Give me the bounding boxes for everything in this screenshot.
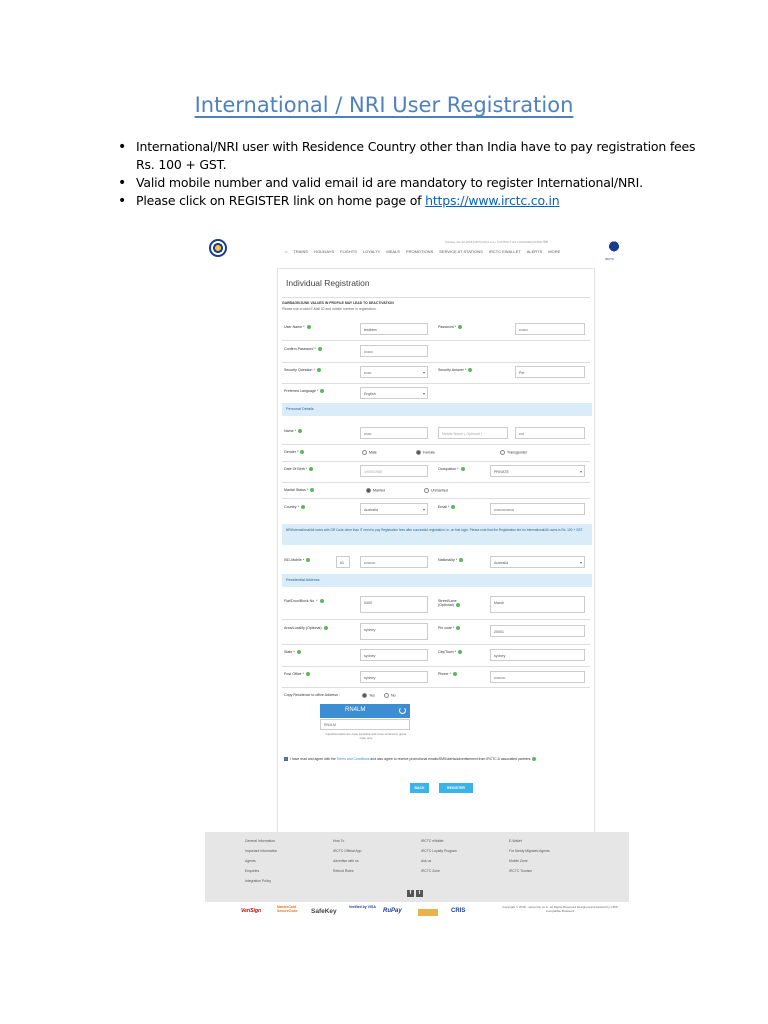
street-input[interactable]: Marsh — [490, 596, 585, 613]
register-button[interactable]: REGISTER — [439, 783, 473, 793]
gender-female-radio[interactable]: Female — [416, 450, 435, 455]
terms-agreement: I have read and agree with the Terms and Conditions and also agree to receive promotional emails/SMS/alerts/advertisement from IRCTC & associated partners — [284, 757, 584, 762]
captcha-text: RN4LM — [345, 707, 366, 713]
divider — [282, 444, 590, 445]
nav-item[interactable]: MORE — [548, 249, 561, 254]
nav-item[interactable]: ALERTS — [526, 249, 543, 254]
copy-no-radio[interactable]: No — [384, 693, 396, 698]
indian-railways-logo — [209, 239, 227, 257]
state-label: State * — [284, 650, 301, 654]
embedded-screenshot — [205, 232, 629, 925]
security-question-select[interactable]: •••••• ▾ — [360, 366, 428, 378]
state-input[interactable]: sydney — [360, 649, 428, 661]
email-input[interactable]: •••••••••••••••• — [490, 503, 585, 515]
check-icon — [459, 558, 463, 562]
verisign-logo: VeriSign — [241, 908, 262, 914]
nav-item[interactable]: IRCTC EWALLET — [488, 249, 521, 254]
language-select[interactable]: English ▾ — [360, 387, 428, 399]
footer-link[interactable]: Ask us — [421, 859, 432, 863]
nav-item[interactable]: FLIGHTS — [340, 249, 357, 254]
nav-item[interactable]: PROMOTIONS — [405, 249, 434, 254]
check-icon — [532, 757, 536, 761]
pin-code-input[interactable]: 20001 — [490, 625, 585, 637]
captcha-image — [320, 704, 410, 718]
home-icon[interactable]: ⌂ — [285, 249, 288, 254]
irctc-logo-label: IRCTC — [605, 257, 615, 261]
payment-badge-logo — [418, 909, 438, 916]
divider — [282, 362, 590, 363]
married-radio[interactable]: Married — [366, 488, 385, 493]
nationality-select[interactable]: Australia ▾ — [490, 556, 585, 568]
area-label: Area/Locality (Optional) — [284, 626, 328, 630]
dob-label: Date Of Birth * — [284, 467, 313, 471]
nav-item[interactable]: LOYALTY — [362, 249, 381, 254]
check-icon — [458, 325, 462, 329]
country-label: Country * — [284, 505, 305, 509]
check-icon — [453, 672, 457, 676]
footer-link[interactable]: For Newly Migrated Agents — [509, 849, 550, 853]
nav-item[interactable]: MEALS — [386, 249, 400, 254]
city-input[interactable]: sydney — [490, 649, 585, 661]
check-icon — [310, 488, 314, 492]
refresh-icon[interactable] — [399, 707, 406, 714]
unmarried-radio[interactable]: Unmarried — [424, 488, 448, 493]
check-icon — [298, 429, 302, 433]
divider — [282, 498, 590, 499]
nav-item[interactable]: HOLIDAYS — [314, 249, 335, 254]
last-name-input[interactable]: •••• — [515, 427, 585, 439]
check-icon — [306, 672, 310, 676]
street-label: Street/Lane (Optional) — [438, 599, 468, 607]
gender-male-radio[interactable]: Male — [362, 450, 377, 455]
irctc-logo — [606, 240, 622, 256]
footer-link[interactable]: Integration Policy — [245, 879, 272, 883]
divider — [282, 461, 590, 462]
check-icon — [456, 603, 460, 607]
captcha-note: Captcha letters are case sensitive and to be entered in upper case only — [325, 732, 407, 740]
footer-link[interactable]: Advertise with us — [333, 859, 359, 863]
password-label: Password * — [438, 325, 462, 329]
check-icon — [297, 650, 301, 654]
mastercard-logo: MasterCard SecureCode — [277, 905, 298, 913]
footer-link[interactable]: Enquiries — [245, 869, 260, 873]
back-button[interactable]: BACK — [410, 783, 429, 793]
footer-column — [509, 836, 550, 876]
confirm-password-label: Confirm Password * — [284, 347, 322, 351]
top-links: Sunday, 09-Jul-2018 [18:53:49] A A A+ CONTACT US LOGIN/REGISTER हिंदी — [445, 240, 549, 244]
bullet-item: • International/NRI user with Residence Country other than India have to pay registration fees Rs. 100 + GST. — [118, 138, 698, 174]
visa-logo: Verified by VISA — [349, 905, 376, 909]
city-label: City/Town * — [438, 650, 462, 654]
check-icon — [320, 389, 324, 393]
valid-email-note: Please use a valid E-Mail ID and mobile number in registration. — [282, 307, 377, 311]
deactivation-warning: GARBAGE/JUNK VALUES IN PROFILE MAY LEAD TO DEACTIVATION — [282, 301, 394, 305]
check-icon — [461, 467, 465, 471]
country-select[interactable]: Australia ▾ — [360, 503, 428, 515]
preferred-language-label: Preferred Language * — [284, 389, 324, 393]
footer-link[interactable]: IRCTC eWallet — [421, 839, 444, 843]
footer-link[interactable]: Important Information — [245, 849, 278, 853]
footer-link[interactable]: IRCTC Loyalty Program — [421, 849, 457, 853]
first-name-input[interactable]: •••••• — [360, 427, 428, 439]
registration-fee-info: NRI/International/All users with OR Code other than IT need to pay Registration fees after successful registration i.e. on first login. Please note that the Registration fee for International/All users is Rs. 100 + GST. — [282, 524, 592, 545]
bullet-list — [118, 138, 698, 210]
security-question-label: Security Question * — [284, 368, 321, 372]
footer-link[interactable]: IRCTC Tourism — [509, 869, 533, 873]
confirm-password-input[interactable]: ••••••• — [360, 345, 428, 357]
footer-link[interactable]: Refund Rules — [333, 869, 354, 873]
email-label: Email * — [438, 505, 455, 509]
divider — [282, 383, 590, 384]
isd-code-input[interactable]: 61 — [336, 556, 350, 568]
nationality-label: Nationality * — [438, 558, 463, 562]
bullet-text: Please click on REGISTER link on home page of — [136, 193, 426, 208]
user-name-input[interactable]: testbbm — [360, 323, 428, 335]
form-title: Individual Registration — [286, 278, 370, 288]
residential-address-header: Residential Address — [282, 574, 592, 587]
middle-name-input[interactable]: Middle Name ( Optional ) — [438, 427, 508, 439]
gender-label: Gender * — [284, 450, 304, 454]
footer-link[interactable]: Mobile Zone — [509, 859, 528, 863]
footer-link[interactable]: Agents — [245, 859, 256, 863]
safekey-logo: SafeKey — [311, 908, 337, 915]
terms-link[interactable]: Terms and Conditions — [336, 757, 370, 761]
check-icon — [456, 626, 460, 630]
copy-address-label: Copy Residence to office Address : — [284, 693, 340, 697]
copyright-text: Copyright © 2018 - www.irctc.co.in. All Rights Reserved Designed and Hosted by CRIS Compatible Browsers — [502, 905, 618, 913]
name-label: Name * — [284, 429, 302, 433]
divider — [282, 666, 590, 667]
divider — [282, 619, 590, 620]
cris-logo: CRIS — [451, 908, 466, 914]
divider — [282, 340, 590, 341]
check-icon — [324, 626, 328, 630]
mobile-input[interactable]: ••••••••• — [360, 556, 428, 568]
footer-link[interactable]: How To — [333, 839, 345, 843]
phone-input[interactable]: ••••••••• — [490, 671, 585, 683]
footer-link[interactable]: E-Wallet — [509, 839, 522, 843]
twitter-icon[interactable]: t — [416, 890, 423, 897]
pin-code-label: Pin code * — [438, 626, 460, 630]
footer-link[interactable]: IRCTC Zone — [421, 869, 441, 873]
check-icon — [301, 505, 305, 509]
user-name-label: User Name * — [284, 325, 311, 329]
divider — [282, 687, 590, 688]
check-icon — [468, 368, 472, 372]
captcha-input[interactable]: RN4LM — [320, 719, 410, 730]
isd-mobile-label: ISD-Mobile * — [284, 558, 310, 562]
site-footer — [205, 832, 629, 902]
nav-item[interactable]: TRAINS — [293, 249, 309, 254]
nav-item[interactable]: SERVICE AT STATIONS — [439, 249, 483, 254]
area-input[interactable]: sydney — [360, 623, 428, 640]
password-input[interactable]: ••••••• — [515, 323, 585, 335]
document-title: International / NRI User Registration — [194, 93, 574, 117]
post-office-input[interactable]: sydney — [360, 671, 428, 683]
registration-form — [277, 268, 595, 854]
phone-label: Phone * — [438, 672, 457, 676]
footer-link[interactable]: General Information — [245, 839, 275, 843]
gender-transgender-radio[interactable]: Transgender — [500, 450, 527, 455]
security-answer-input[interactable]: Pet — [515, 366, 585, 378]
check-icon — [318, 347, 322, 351]
social-links — [407, 890, 423, 897]
dob-input[interactable]: 19/05/1988 — [360, 465, 428, 477]
divider — [282, 482, 590, 483]
footer-column — [245, 836, 277, 886]
footer-column — [421, 836, 457, 876]
bullet-item: • Valid mobile number and valid email id are mandatory to register International/NRI. — [118, 174, 698, 192]
check-icon — [451, 505, 455, 509]
payment-brands — [205, 902, 629, 925]
irctc-link[interactable]: https://www.irctc.co.in — [425, 193, 560, 208]
main-nav — [285, 249, 560, 254]
check-icon — [307, 325, 311, 329]
occupation-select[interactable]: PRIVATE ▾ — [490, 465, 585, 477]
check-icon — [458, 650, 462, 654]
flat-label: Flat/Door/Block No. * — [284, 599, 324, 603]
marital-status-label: Marital Status * — [284, 488, 314, 492]
rupay-logo: RuPay — [383, 908, 402, 914]
facebook-icon[interactable]: f — [407, 890, 414, 897]
security-answer-label: Security Answer * — [438, 368, 472, 372]
post-office-label: Post Office * — [284, 672, 310, 676]
check-icon — [309, 467, 313, 471]
footer-link[interactable]: IRCTC Official App — [333, 849, 362, 853]
bullet-item — [118, 192, 698, 210]
footer-column — [333, 836, 361, 876]
site-header — [205, 232, 629, 264]
check-icon — [306, 558, 310, 562]
check-icon — [320, 599, 324, 603]
flat-input[interactable]: 5400 — [360, 596, 428, 613]
check-icon — [317, 368, 321, 372]
occupation-label: Occupation * — [438, 467, 465, 471]
divider — [282, 644, 590, 645]
check-icon — [300, 450, 304, 454]
agree-checkbox[interactable] — [284, 757, 288, 761]
copy-yes-radio[interactable]: Yes — [362, 693, 375, 698]
personal-details-header: Personal Details — [282, 403, 592, 416]
divider — [282, 297, 590, 298]
